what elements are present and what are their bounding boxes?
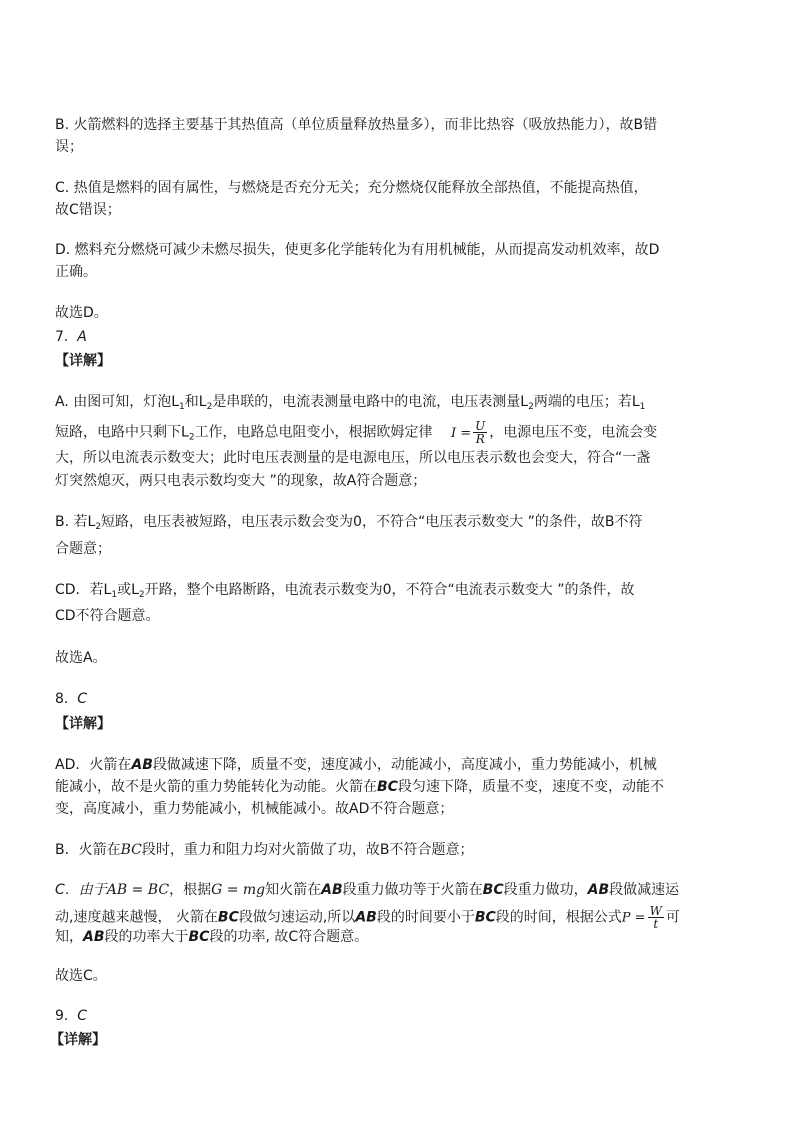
q8-c-line-3: 知，AB段的功率大于BC段的功率, 故C符合题意。 <box>55 929 369 945</box>
ohm-law-fraction: $\frac{U}{R}$ <box>475 419 486 446</box>
c-option-line-1: C. 热值是燃料的固有属性，与燃烧是否充分无关；充分燃烧仅能释放全部热值，不能提高热值， <box>55 180 648 196</box>
q8-answer: C <box>77 691 88 707</box>
q8-ad-line-2: 能减小，故不是火箭的重力势能转化为动能。火箭在BC段匀速下降，质量不变，速度不变，动能不 <box>55 779 664 795</box>
q8-c-line-2: 动,速度越来越慢， 火箭在BC段做匀速运动,所以AB段的时间要小于BC段的时间，根据公式P = $\frac{W}{t}$ 可 <box>55 904 680 931</box>
q8-ad-line-1: AD．火箭在AB段做减速下降，质量不变，速度减小，动能减小，高度减小，重力势能减小，机械 <box>55 757 657 773</box>
q8-ad-line-3: 变，高度减小，重力势能减小，机械能减小。故AD不符合题意； <box>55 801 454 817</box>
d-option-line-1: D. 燃料充分燃烧可减少未燃尽损失，使更多化学能转化为有用机械能，从而提高发动机效率，故D <box>55 242 660 258</box>
power-fraction: $\frac{W}{t}$ <box>649 904 662 931</box>
q7-cd-line-1: CD．若$L_1$或$L_2$开路，整个电路断路，电流表示数变为0，不符合“电流表示数变大 ”的条件，故 <box>55 582 635 600</box>
power-formula: P = <box>621 910 646 926</box>
b-option-line-2: 误； <box>55 139 83 155</box>
q7-number: 7. <box>55 329 69 345</box>
q9-answer: C <box>77 1008 88 1024</box>
q7-explain-label: 【详解】 <box>55 353 111 369</box>
q8-header <box>55 689 87 709</box>
ohm-law-formula: I = <box>451 425 472 441</box>
c-option-line-2: 故C错误； <box>55 202 121 218</box>
q7-a-line-4: 灯突然熄灭，两只电表示数均变大 ”的现象，故A符合题意； <box>55 473 427 489</box>
q7-b-line-2: 合题意； <box>55 541 111 557</box>
q7-a-line-2: 短路，电路中只剩下$L_2$工作，电路总电阻变小，根据欧姆定律 I = $\frac{U}{R}$ ，电源电压不变，电流会变 <box>55 419 658 446</box>
q7-cd-line-2: CD不符合题意。 <box>55 608 160 624</box>
q9-explain-label: 【详解】 <box>50 1032 106 1048</box>
q7-conclusion: 故选A。 <box>55 650 107 666</box>
q8-conclusion: 故选C。 <box>55 968 107 984</box>
q8-c-line-1: C．由于AB = BC，根据G = mg知火箭在AB段重力做功等于火箭在BC段重力做功，AB段做减速运 <box>55 882 680 898</box>
b-option-line-1: B. 火箭燃料的选择主要基于其热值高（单位质量释放热量多），而非比热容（吸放热能力），故B错 <box>55 117 658 133</box>
q6-conclusion: 故选D。 <box>55 305 108 321</box>
q7-a-line-1: A. 由图可知，灯泡$L_1$和$L_2$是串联的，电流表测量电路中的电流，电压表测量$L_2$两端的电压；若$L_1$ <box>55 394 646 412</box>
q8-explain-label: 【详解】 <box>55 716 111 732</box>
q8-b-line: B．火箭在BC段时，重力和阻力均对火箭做了功，故B不符合题意； <box>55 842 474 858</box>
q7-header <box>55 327 87 347</box>
q9-header <box>55 1006 87 1026</box>
q7-a-line-3: 大，所以电流表示数变大；此时电压表测量的是电源电压，所以电压表示数也会变大，符合“一盏 <box>55 450 651 466</box>
d-option-line-2: 正确。 <box>55 264 97 280</box>
q9-number: 9. <box>55 1008 69 1024</box>
q7-b-line-1: B. 若$L_2$短路，电压表被短路，电压表示数会变为0，不符合“电压表示数变大 ”的条件，故B不符 <box>55 514 643 532</box>
q7-answer: A <box>77 329 87 345</box>
q8-number: 8. <box>55 691 69 707</box>
